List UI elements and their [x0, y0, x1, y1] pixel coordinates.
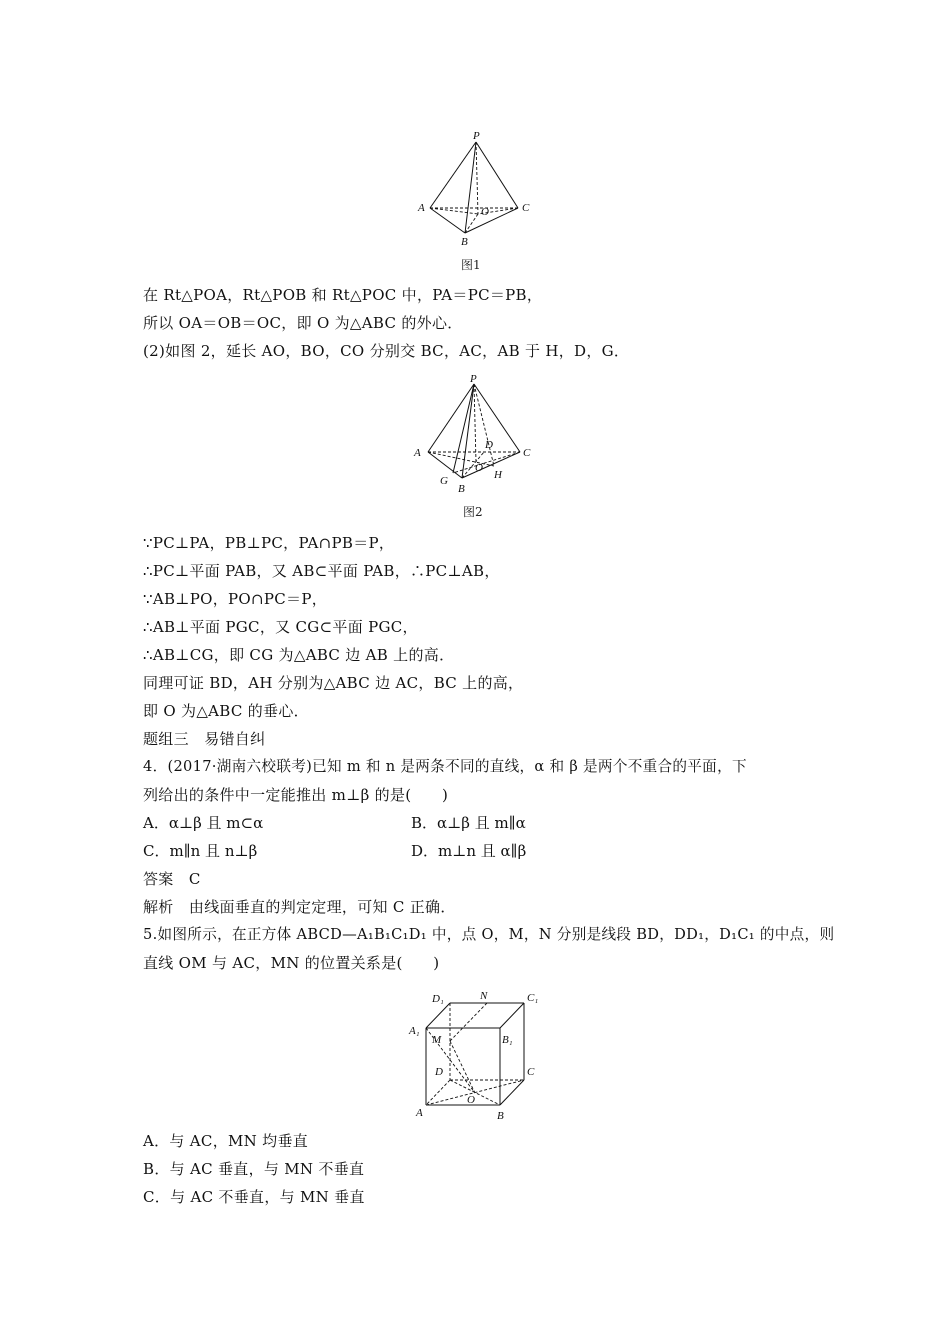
q4-option-a: A．α⊥β 且 m⊂α: [143, 814, 264, 832]
text-line: 在 Rt△POA，Rt△POB 和 Rt△POC 中，PA＝PC＝PB，: [143, 286, 543, 304]
label-m: M: [432, 1034, 442, 1046]
label-a: A: [414, 447, 421, 459]
label-c: C: [522, 202, 530, 214]
figure-2-caption: 图2: [463, 505, 483, 519]
label-b: B: [458, 483, 465, 495]
label-b: B: [461, 236, 468, 248]
label-a1: A₁: [409, 1025, 420, 1037]
figure-2-pyramid: [410, 372, 540, 500]
q4-option-b: B．α⊥β 且 m∥α: [411, 814, 526, 832]
label-h: H: [494, 469, 502, 481]
label-d: D: [435, 1066, 443, 1078]
text-line: (2)如图 2，延长 AO，BO，CO 分别交 BC，AC，AB 于 H，D，G．: [143, 342, 630, 360]
figure-3-cube: [400, 985, 550, 1125]
answer-line: 答案 C: [143, 870, 201, 888]
text-line: ∴AB⊥CG，即 CG 为△ABC 边 AB 上的高．: [143, 646, 455, 664]
q4-option-d: D．m⊥n 且 α∥β: [411, 842, 527, 860]
label-p: P: [473, 130, 480, 142]
text-line: ∴PC⊥平面 PAB，又 AB⊂平面 PAB，∴PC⊥AB，: [143, 562, 500, 580]
q5-option-c: C．与 AC 不垂直，与 MN 垂直: [143, 1188, 365, 1206]
q4-option-c: C．m∥n 且 n⊥β: [143, 842, 258, 860]
text-line: 所以 OA＝OB＝OC，即 O 为△ABC 的外心．: [143, 314, 463, 332]
text-line: ∴AB⊥平面 PGC，又 CG⊂平面 PGC，: [143, 618, 418, 636]
label-o: O: [481, 206, 489, 218]
figure-1-pyramid: [410, 128, 540, 248]
label-a: A: [418, 202, 425, 214]
label-b: B: [497, 1110, 504, 1122]
label-g: G: [440, 475, 448, 487]
q5-option-b: B．与 AC 垂直，与 MN 不垂直: [143, 1160, 365, 1178]
label-a: A: [416, 1107, 423, 1119]
label-o: O: [467, 1094, 475, 1106]
text-line: ∵PC⊥PA，PB⊥PC，PA∩PB＝P，: [143, 534, 395, 552]
question-5-stem: 5.如图所示，在正方体 ABCD—A₁B₁C₁D₁ 中，点 O，M，N 分别是线段 BD，DD₁，D₁C₁ 的中点，则: [143, 926, 835, 943]
question-4-stem: 列给出的条件中一定能推出 m⊥β 的是( ): [143, 786, 449, 804]
section-heading: 题组三 易错自纠: [143, 730, 266, 748]
label-n: N: [480, 990, 488, 1002]
explanation-line: 解析 由线面垂直的判定定理，可知 C 正确．: [143, 898, 456, 916]
q5-option-a: A．与 AC，MN 均垂直: [143, 1132, 309, 1150]
question-4-stem: 4．(2017·湖南六校联考)已知 m 和 n 是两条不同的直线，α 和 β 是两个不重合的平面，下: [143, 758, 747, 775]
label-c: C: [523, 447, 531, 459]
question-5-stem: 直线 OM 与 AC，MN 的位置关系是( ): [143, 954, 440, 972]
label-c: C: [527, 1066, 535, 1078]
label-c1: C₁: [527, 992, 539, 1004]
figure-1-caption: 图1: [461, 258, 481, 272]
label-p: P: [470, 373, 477, 385]
label-o: O: [475, 462, 483, 474]
label-d: D: [485, 439, 493, 451]
text-line: 即 O 为△ABC 的垂心．: [143, 702, 309, 720]
label-d1: D₁: [432, 993, 444, 1005]
label-b1: B₁: [502, 1034, 513, 1046]
text-line: ∵AB⊥PO，PO∩PC＝P，: [143, 590, 328, 608]
text-line: 同理可证 BD，AH 分别为△ABC 边 AC，BC 上的高，: [143, 674, 524, 692]
